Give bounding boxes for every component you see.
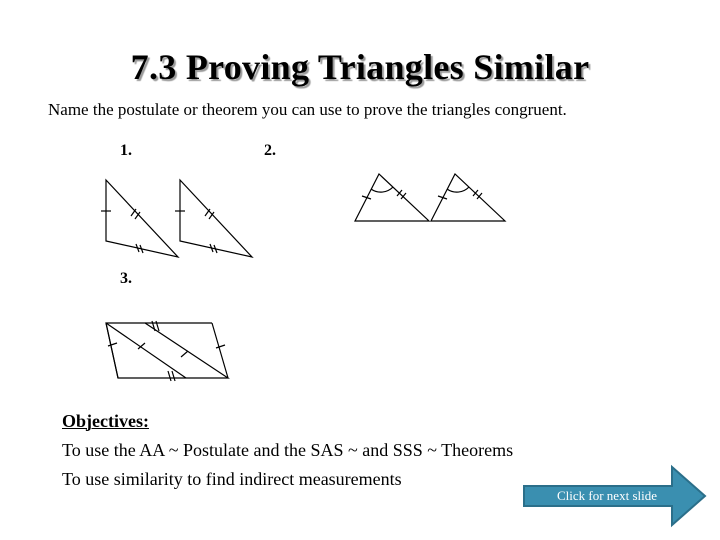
problem-3-figure xyxy=(106,321,228,381)
tick-mark xyxy=(108,343,117,346)
objectives-heading: Objectives: xyxy=(62,411,149,431)
problem-number-2: 2. xyxy=(264,142,276,159)
objective-line-1: To use the AA ~ Postulate and the SAS ~ and SSS ~ Theorems xyxy=(62,440,514,460)
next-slide-label[interactable]: Click for next slide xyxy=(556,488,657,503)
problem-number-3: 3. xyxy=(120,270,132,287)
problem-number-1: 1. xyxy=(120,142,132,159)
triangle-1b xyxy=(180,180,252,257)
objectives-block xyxy=(62,407,513,494)
objective-line-2: To use similarity to find indirect measurements xyxy=(62,469,402,489)
problem-1-figure xyxy=(101,180,252,257)
triangle-1a xyxy=(106,180,178,257)
instruction-text: Name the postulate or theorem you can use to prove the triangles congruent. xyxy=(48,100,567,119)
slide-title: 7.3 Proving Triangles Similar xyxy=(130,47,590,87)
parallelogram-figure xyxy=(106,323,228,378)
problem-2-figure xyxy=(355,174,505,221)
angle-arc xyxy=(371,187,393,192)
